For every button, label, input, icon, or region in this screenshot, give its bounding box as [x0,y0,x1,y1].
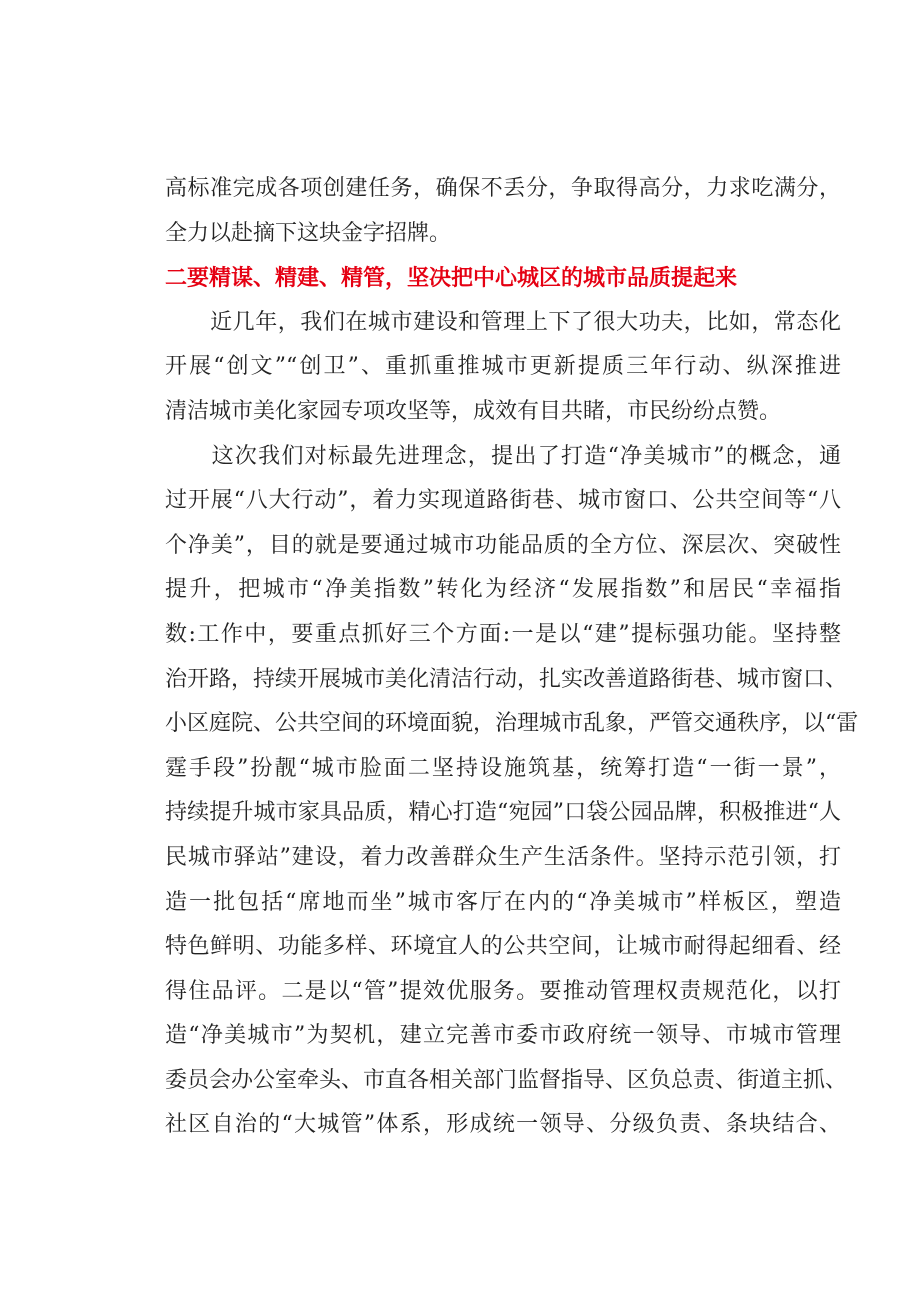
text-line: 社区自治的“大城管”体系，形成统一领导、分级负责、条块结合、 [165,1112,841,1138]
paragraph [165,435,859,1149]
text-line: 造“净美城市”为契机，建立完善市委市政府统一领导、市城市管理 [165,1023,841,1049]
text-line: 小区庭院、公共空间的环境面貌，治理城市乱象，严管交通秩序，以“雷 [165,711,859,737]
text-line: 开展“创文”“创卫”、重抓重推城市更新提质三年行动、纵深推进 [165,354,841,380]
section-heading [165,256,841,301]
text-line: 近几年，我们在城市建设和管理上下了很大功夫，比如，常态化 [165,309,841,335]
text-line: 全力以赴摘下这块金字招牌。 [165,220,452,246]
document-page [165,167,859,1148]
paragraph-continued [165,167,841,256]
text-line: 过开展“八大行动”，着力实现道路街巷、城市窗口、公共空间等“八 [165,488,841,514]
text-line: 霆手段”扮靓“城市脸面二坚持设施筑基，统筹打造“一街一景”， [165,755,841,781]
text-line: 持续提升城市家具品质，精心打造“宛园”口袋公园品牌，积极推进“人 [165,800,841,826]
text-line: 得住品评。二是以“管”提效优服务。要推动管理权责规范化，以打 [165,978,841,1004]
text-line: 造一批包括“席地而坐”城市客厅在内的“净美城市”样板区，塑造 [165,889,841,915]
text-line: 个净美”，目的就是要通过城市功能品质的全方位、深层次、突破性 [165,532,841,558]
paragraph [165,301,841,435]
text-line: 委员会办公室牵头、市直各相关部门监督指导、区负总责、街道主抓、 [165,1067,848,1093]
text-line: 民城市驿站”建设，着力改善群众生产生活条件。坚持示范引领，打 [165,844,841,870]
text-line: 这次我们对标最先进理念，提出了打造“净美城市”的概念，通 [165,443,841,469]
heading-line: 二要精谋、精建、精管，坚决把中心城区的城市品质提起来 [165,265,738,292]
text-line: 治开路，持续开展城市美化清洁行动，扎实改善道路街巷、城市窗口、 [165,666,848,692]
text-line: 高标准完成各项创建任务，确保不丢分，争取得高分，力求吃满分， [165,176,841,201]
text-line: 数:工作中，要重点抓好三个方面:一是以“建”提标强功能。坚持整 [165,621,841,647]
text-line: 特色鲜明、功能多样、环境宜人的公共空间，让城市耐得起细看、经 [165,934,841,960]
text-line: 提升，把城市“净美指数”转化为经济“发展指数”和居民“幸福指 [165,577,841,603]
text-line: 清洁城市美化家园专项攻坚等，成效有目共睹，市民纷纷点赞。 [165,398,782,424]
